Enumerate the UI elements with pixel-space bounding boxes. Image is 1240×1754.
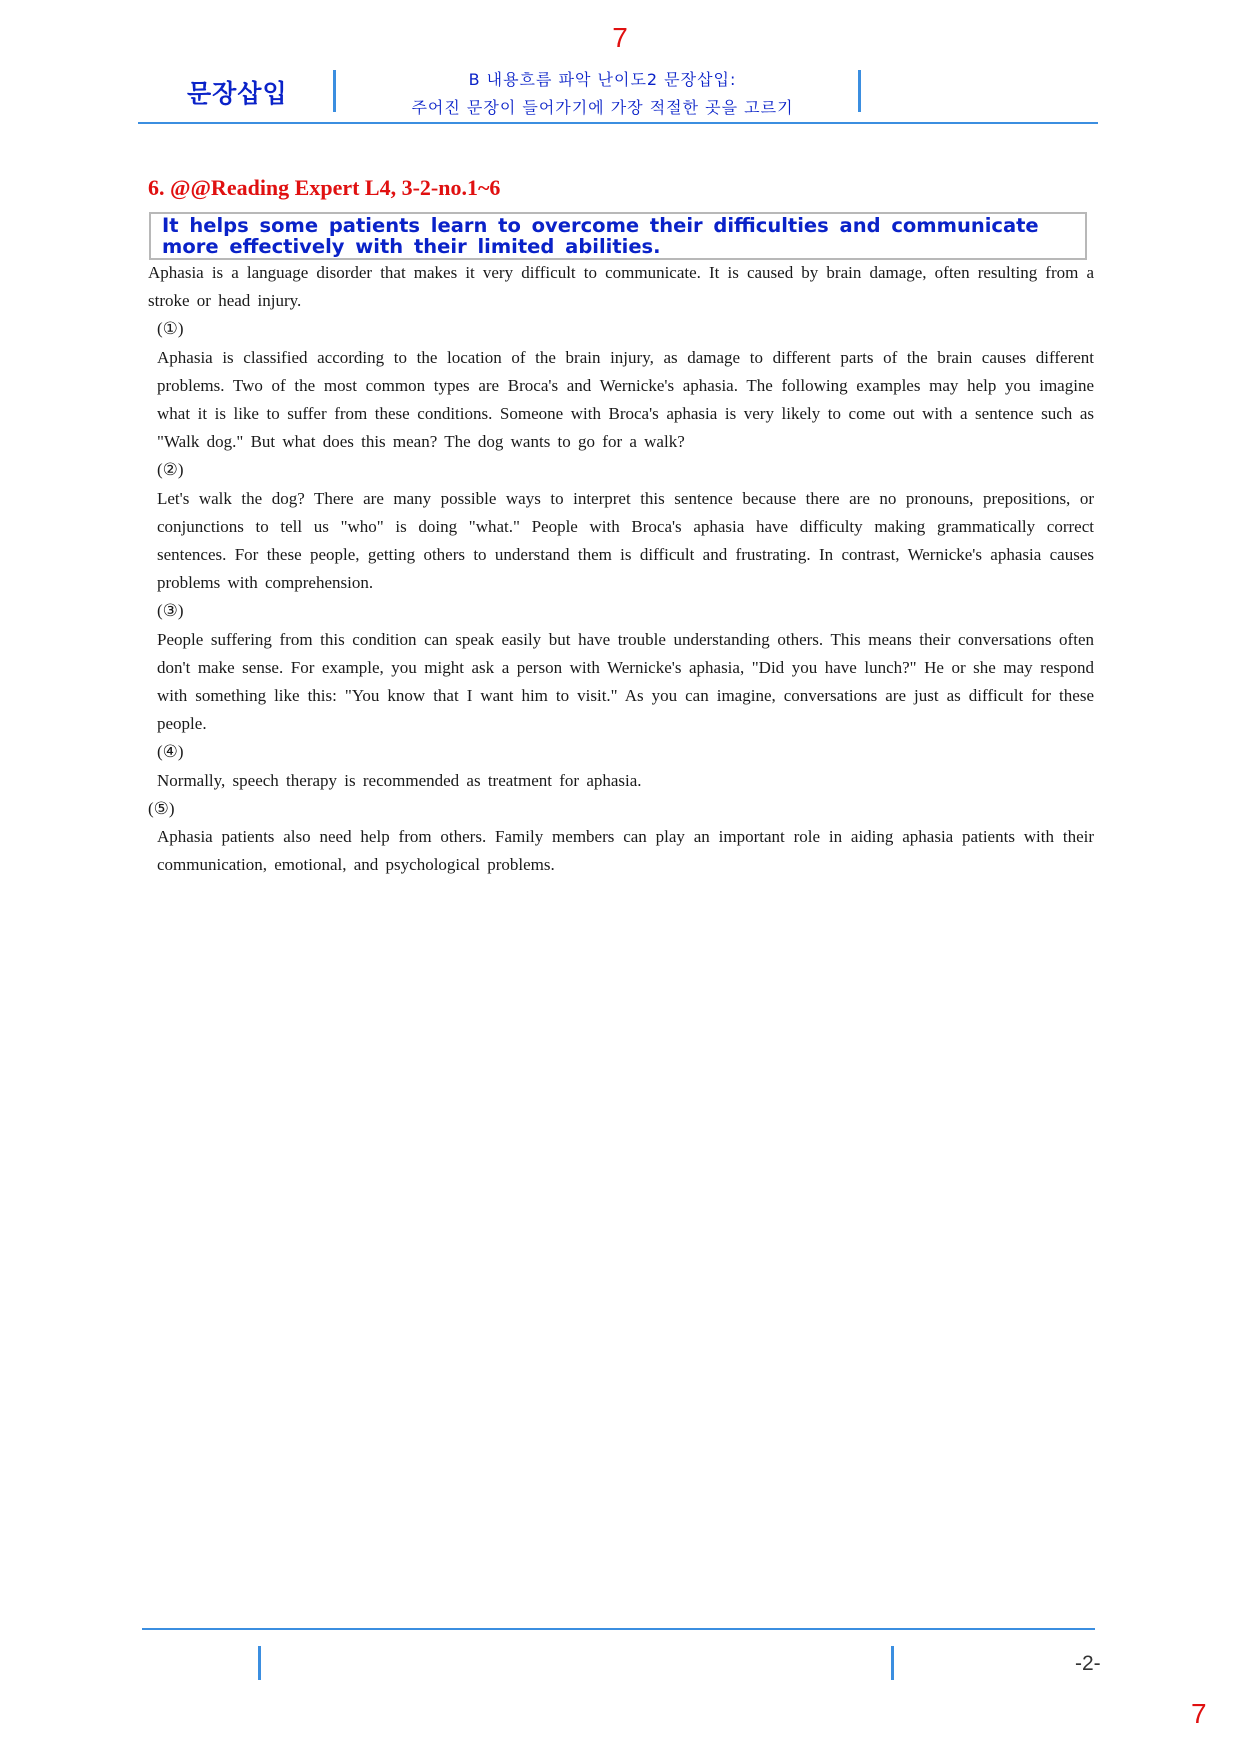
passage-paragraph: Aphasia is a language disorder that makes it very difficult to communicate. It is caused by brain damage, often resulting from a stroke or head injury.	[148, 263, 1094, 311]
header-divider-left	[333, 70, 336, 112]
page-number-bottom: 7	[1191, 1698, 1207, 1729]
insertion-marker: (②)	[157, 460, 184, 480]
insertion-marker: (③)	[157, 601, 184, 621]
passage-paragraph: People suffering from this condition can speak easily but have trouble understanding others. This means their conversations often don't make sense. For example, you might ask a person with Wernicke's aphasia, "Did you have lunch?" He or she may respond with something like this: "You know that I want him to visit." As you can imagine, conversations are just as difficult for these people.	[157, 629, 1094, 734]
footer-page-label: -2-	[1075, 1652, 1101, 1675]
insertion-marker: (⑤)	[148, 798, 175, 818]
footer-divider-left	[258, 1646, 261, 1680]
passage	[148, 259, 1094, 879]
header-rule	[138, 122, 1098, 124]
header-title: 문장삽입	[187, 79, 288, 108]
header-divider-right	[858, 70, 861, 112]
page-number-top: 7	[612, 22, 628, 53]
passage-paragraph: Normally, speech therapy is recommended as treatment for aphasia.	[157, 770, 642, 790]
footer-rule	[142, 1628, 1095, 1630]
header-desc-line2: 주어진 문장이 들어가기에 가장 적절한 곳을 고르기	[411, 98, 794, 117]
passage-paragraph: Aphasia patients also need help from others. Family members can play an important role in aiding aphasia patients with their communication, emotional, and psychological problems.	[157, 827, 1094, 875]
header-description	[340, 66, 865, 122]
passage-paragraph: Let's walk the dog? There are many possible ways to interpret this sentence because there are no pronouns, prepositions, or conjunctions to tell us "who" is doing "what." People with Broca's aphasia have difficulty making grammatically correct sentences. For these people, getting others to understand them is difficult and frustrating. In contrast, Wernicke's aphasia causes problems with comprehension.	[157, 488, 1094, 593]
insertion-marker: (①)	[157, 319, 184, 339]
header-desc-line1: B 내용흐름 파악 난이도2 문장삽입:	[468, 70, 737, 89]
insertion-marker: (④)	[157, 742, 184, 762]
given-sentence-box: It helps some patients learn to overcome their difficulties and communicate more effectively with their limited abilities.	[149, 212, 1087, 260]
question-title: 6. @@Reading Expert L4, 3-2-no.1~6	[148, 175, 501, 200]
passage-paragraph: Aphasia is classified according to the location of the brain injury, as damage to different parts of the brain causes different problems. Two of the most common types are Broca's and Wernicke's aphasia. The following examples may help you imagine what it is like to suffer from these conditions. Someone with Broca's aphasia is very likely to come out with a sentence such as "Walk dog." But what does this mean? The dog wants to go for a walk?	[157, 347, 1094, 452]
footer-divider-right	[891, 1646, 894, 1680]
